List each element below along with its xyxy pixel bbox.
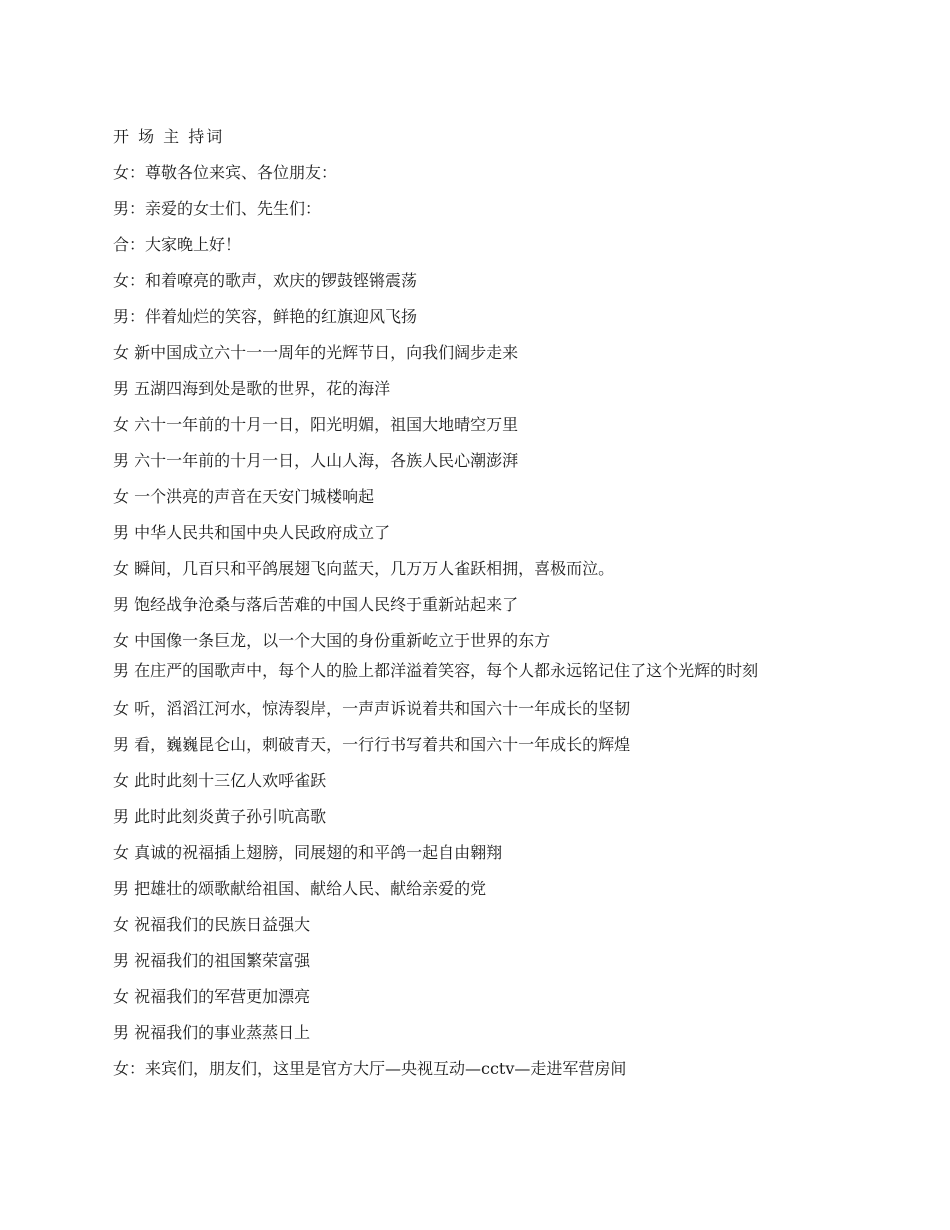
script-line: 女 新中国成立六十一一周年的光辉节日，向我们阔步走来 xyxy=(113,343,519,362)
script-line: 男 把雄壮的颂歌献给祖国、献给人民、献给亲爱的党 xyxy=(113,879,487,898)
script-line: 男：伴着灿烂的笑容，鲜艳的红旗迎风飞扬 xyxy=(113,307,418,326)
script-line: 男 在庄严的国歌声中，每个人的脸上都洋溢着笑容，每个人都永远铭记住了这个光辉的时刻 xyxy=(113,661,759,680)
script-line: 女：来宾们，朋友们，这里是官方大厅—央视互动—cctv—走进军营房间 xyxy=(113,1059,627,1078)
script-line: 女 一个洪亮的声音在天安门城楼响起 xyxy=(113,487,375,506)
script-line: 男 中华人民共和国中央人民政府成立了 xyxy=(113,523,391,542)
script-line: 男 饱经战争沧桑与落后苦难的中国人民终于重新站起来了 xyxy=(113,595,519,614)
script-line: 女 祝福我们的军营更加漂亮 xyxy=(113,987,311,1006)
script-line: 女 听，滔滔江河水，惊涛裂岸，一声声诉说着共和国六十一年成长的坚韧 xyxy=(113,699,631,718)
script-line: 女 瞬间，几百只和平鸽展翅飞向蓝天，几万万人雀跃相拥，喜极而泣。 xyxy=(113,559,615,578)
script-line: 女 此时此刻十三亿人欢呼雀跃 xyxy=(113,771,327,790)
script-line: 女 真诚的祝福插上翅膀，同展翅的和平鸽一起自由翱翔 xyxy=(113,843,503,862)
script-line: 男 祝福我们的祖国繁荣富强 xyxy=(113,951,311,970)
script-line: 合：大家晚上好！ xyxy=(113,235,242,254)
script-line: 女：尊敬各位来宾、各位朋友： xyxy=(113,163,338,182)
script-line: 男 六十一年前的十月一日，人山人海，各族人民心潮澎湃 xyxy=(113,451,519,470)
script-line: 女：和着嘹亮的歌声，欢庆的锣鼓铿锵震荡 xyxy=(113,271,418,290)
script-line: 男 祝福我们的事业蒸蒸日上 xyxy=(113,1023,311,1042)
script-line: 女 祝福我们的民族日益强大 xyxy=(113,915,311,934)
script-line: 女 中国像一条巨龙，以一个大国的身份重新屹立于世界的东方 xyxy=(113,631,551,650)
document-title: 开 场 主 持词 xyxy=(113,127,225,146)
script-line: 男：亲爱的女士们、先生们： xyxy=(113,199,322,218)
document-body xyxy=(113,124,833,1092)
script-line: 男 看，巍巍昆仑山，刺破青天，一行行书写着共和国六十一年成长的辉煌 xyxy=(113,735,631,754)
script-line: 男 此时此刻炎黄子孙引吭高歌 xyxy=(113,807,327,826)
script-line: 男 五湖四海到处是歌的世界，花的海洋 xyxy=(113,379,391,398)
script-line: 女 六十一年前的十月一日，阳光明媚，祖国大地晴空万里 xyxy=(113,415,519,434)
